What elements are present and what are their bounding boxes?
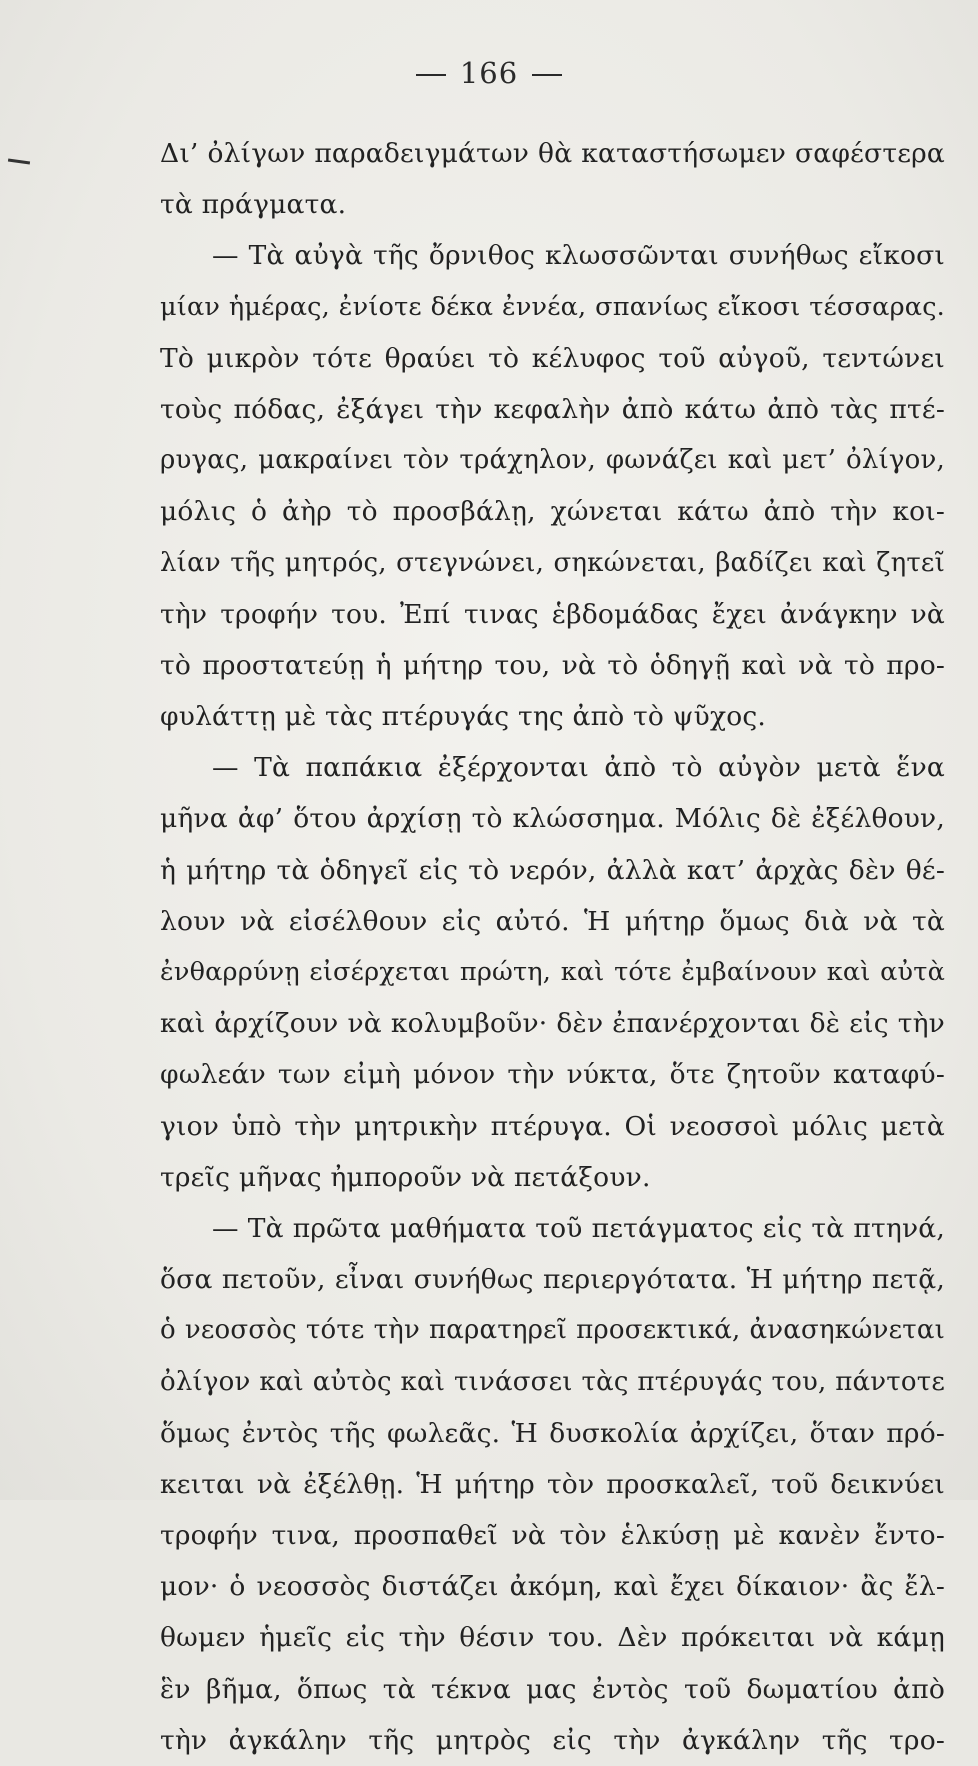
text-line: ρυγας, μακραίνει τὸν τράχηλον, φωνάζει καὶ μετ’ ὀλίγον, [160,445,945,476]
body-text [160,128,945,1766]
text-line: φωλεάν των εἰμὴ μόνον τὴν νύκτα, ὅτε ζητοῦν καταφύ- [160,1059,945,1091]
text-line: τοὺς πόδας, ἐξάγει τὴν κεφαλὴν ἀπὸ κάτω ἀπὸ τὰς πτέ- [160,393,945,425]
text-line: καὶ ἀρχίζουν νὰ κολυμβοῦν· δὲν ἐπανέρχονται δὲ εἰς τὴν [160,1008,945,1040]
text-line: Δι’ ὀλίγων παραδειγμάτων θὰ καταστήσωμεν σαφέστερα [160,138,945,169]
text-line: τὴν τροφήν του. Ἐπί τινας ἑβδομάδας ἔχει ἀνάγκην νὰ [160,598,945,630]
page-number: 166 [459,56,519,90]
left-dash [416,74,446,76]
text-line: φυλάττῃ μὲ τὰς πτέρυγάς της ἀπὸ τὸ ψῦχος. [160,701,767,733]
text-line: γιον ὑπὸ τὴν μητρικὴν πτέρυγα. Οἱ νεοσσοὶ μόλις μετὰ [160,1110,945,1142]
text-line: — Τὰ πρῶτα μαθήματα τοῦ πετάγματος εἰς τὰ πτηνά, [212,1212,945,1244]
text-line: μόλις ὁ ἀὴρ τὸ προσβάλῃ, χώνεται κάτω ἀπὸ τὴν κοι- [160,496,945,528]
text-line: ἐνθαρρύνῃ εἰσέρχεται πρώτη, καὶ τότε ἐμβαίνουν καὶ αὐτὰ [160,957,945,987]
text-line: — Τὰ παπάκια ἐξέρχονται ἀπὸ τὸ αὐγὸν μετὰ ἕνα [212,752,945,784]
text-line: θωμεν ἡμεῖς εἰς τὴν θέσιν του. Δὲν πρόκειται νὰ κάμῃ [160,1622,945,1654]
text-line: τὴν ἀγκάλην τῆς μητρὸς εἰς τὴν ἀγκάλην τῆς τρο- [160,1724,945,1756]
right-dash [532,74,562,76]
margin-mark [8,158,30,164]
text-line: ὅμως ἐντὸς τῆς φωλεᾶς. Ἡ δυσκολία ἀρχίζει, ὅταν πρό- [160,1417,945,1449]
page-number-header [0,56,978,90]
text-line: τὰ πράγματα. [160,189,347,221]
text-line: κειται νὰ ἐξέλθῃ. Ἡ μήτηρ τὸν προσκαλεῖ, τοῦ δεικνύει [160,1468,945,1500]
text-line: ἡ μήτηρ τὰ ὁδηγεῖ εἰς τὸ νερόν, ἀλλὰ κατ’ ἀρχὰς δὲν θέ- [160,854,945,886]
text-line: λίαν τῆς μητρός, στεγνώνει, σηκώνεται, βαδίζει καὶ ζητεῖ [160,547,945,578]
text-line: τροφήν τινα, προσπαθεῖ νὰ τὸν ἑλκύσῃ μὲ κανὲν ἔντο- [160,1520,945,1552]
text-line: μῆνα ἀφ’ ὅτου ἀρχίσῃ τὸ κλώσσημα. Μόλις δὲ ἐξέλθουν, [160,803,945,835]
text-line: — Τὰ αὐγὰ τῆς ὄρνιθος κλωσσῶνται συνήθως εἴκοσι [212,240,945,272]
text-line: τὸ προστατεύῃ ἡ μήτηρ του, νὰ τὸ ὁδηγῇ καὶ νὰ τὸ προ- [160,649,945,681]
text-line: μον· ὁ νεοσσὸς διστάζει ἀκόμη, καὶ ἔχει δίκαιον· ἂς ἔλ- [160,1571,945,1603]
text-line: Τὸ μικρὸν τότε θραύει τὸ κέλυφος τοῦ αὐγοῦ, τεντώνει [160,342,945,374]
text-line: λουν νὰ εἰσέλθουν εἰς αὐτό. Ἡ μήτηρ ὅμως διὰ νὰ τὰ [160,905,945,937]
text-line: μίαν ἡμέρας, ἐνίοτε δέκα ἐννέα, σπανίως εἴκοσι τέσσαρας. [160,291,945,322]
text-line: τρεῖς μῆνας ἠμποροῦν νὰ πετάξουν. [160,1161,651,1193]
text-line: ὀλίγον καὶ αὐτὸς καὶ τινάσσει τὰς πτέρυγάς του, πάντοτε [160,1366,945,1397]
text-line: ὅσα πετοῦν, εἶναι συνήθως περιεργότατα. Ἡ μήτηρ πετᾷ, [160,1264,945,1296]
text-line: ὁ νεοσσὸς τότε τὴν παρατηρεῖ προσεκτικά, ἀνασηκώνεται [160,1315,945,1346]
text-line: ἓν βῆμα, ὅπως τὰ τέκνα μας ἐντὸς τοῦ δωματίου ἀπὸ [160,1673,945,1705]
